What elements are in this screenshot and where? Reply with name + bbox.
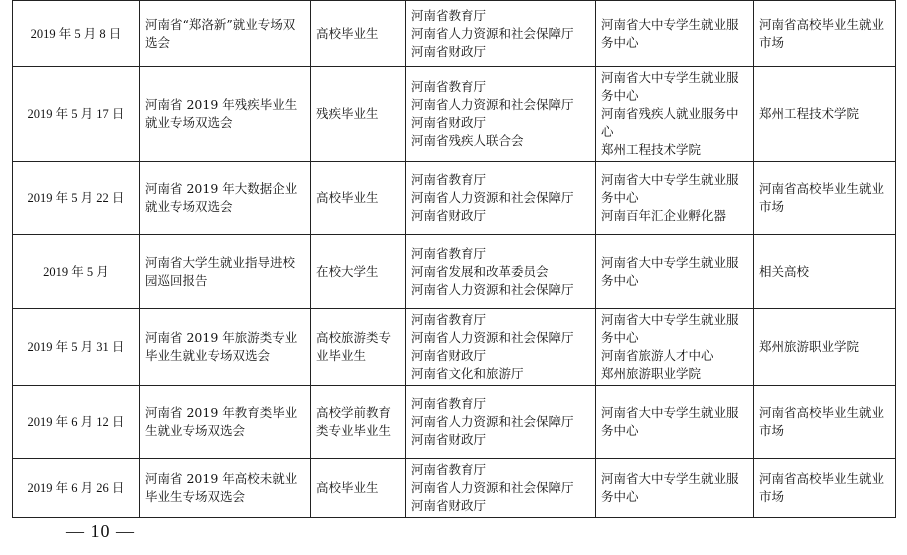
- venue-cell: 河南省高校毕业生就业市场: [754, 386, 896, 459]
- organizer: 河南省教育厅: [411, 79, 487, 94]
- organizers-cell: [406, 386, 596, 459]
- undertakers-cell: [596, 67, 754, 162]
- table-row: [13, 235, 896, 309]
- venue-cell: 河南省高校毕业生就业市场: [754, 1, 896, 67]
- venue-cell: 河南省高校毕业生就业市场: [754, 162, 896, 235]
- organizer: 河南省财政厅: [411, 432, 487, 447]
- organizer: 河南省教育厅: [411, 462, 487, 477]
- organizer: 河南省财政厅: [411, 43, 487, 59]
- table-row: [13, 1, 896, 67]
- date-cell: 2019 年 5 月 8 日: [13, 1, 140, 67]
- target-cell: 高校学前教育类专业毕业生: [311, 386, 406, 459]
- undertaker: 郑州旅游职业学院: [601, 366, 702, 381]
- table-row: [13, 309, 896, 386]
- target-cell: 高校毕业生: [311, 162, 406, 235]
- event-cell: 河南省 2019 年教育类毕业生就业专场双选会: [140, 386, 311, 459]
- target-cell: 高校毕业生: [311, 1, 406, 67]
- venue-cell: 河南省高校毕业生就业市场: [754, 459, 896, 518]
- target-cell: 在校大学生: [311, 235, 406, 309]
- organizer: 河南省人力资源和社会保障厅: [411, 480, 574, 495]
- event-cell: 河南省 2019 年大数据企业就业专场双选会: [140, 162, 311, 235]
- date-cell: 2019 年 5 月 31 日: [13, 309, 140, 386]
- event-cell: 河南省 2019 年高校未就业毕业生专场双选会: [140, 459, 311, 518]
- undertaker-cell: 河南省大中专学生就业服务中心: [596, 1, 754, 67]
- date-cell: 2019 年 6 月 12 日: [13, 386, 140, 459]
- organizers-cell: [406, 162, 596, 235]
- undertaker-cell: 河南省大中专学生就业服务中心: [596, 459, 754, 518]
- organizer: 河南省教育厅: [411, 245, 487, 261]
- organizer: 河南省教育厅: [411, 7, 487, 23]
- undertaker: 河南省残疾人就业服务中心: [601, 106, 739, 139]
- event-cell: 河南省 2019 年残疾毕业生就业专场双选会: [140, 67, 311, 162]
- event-cell: 河南省“郑洛新”就业专场双选会: [140, 1, 311, 67]
- organizers-cell: [406, 67, 596, 162]
- table-row: [13, 459, 896, 518]
- organizer: 河南省财政厅: [411, 348, 487, 363]
- undertaker-cell: 河南省大中专学生就业服务中心: [596, 386, 754, 459]
- organizers-cell: [406, 309, 596, 386]
- venue-cell: 相关高校: [754, 235, 896, 309]
- organizer: 河南省发展和改革委员会: [411, 263, 549, 279]
- table-row: [13, 162, 896, 235]
- organizer: 河南省残疾人联合会: [411, 133, 524, 148]
- organizers-cell: [406, 1, 596, 67]
- organizer: 河南省人力资源和社会保障厅: [411, 97, 574, 112]
- undertaker: 郑州工程技术学院: [601, 142, 702, 157]
- organizer: 河南省人力资源和社会保障厅: [411, 25, 574, 41]
- organizer: 河南省文化和旅游厅: [411, 366, 524, 381]
- organizer: 河南省财政厅: [411, 208, 487, 223]
- organizer: 河南省教育厅: [411, 396, 487, 411]
- undertaker: 河南省大中专学生就业服务中心: [601, 172, 739, 205]
- date-cell: 2019 年 5 月: [13, 235, 140, 309]
- target-cell: 高校毕业生: [311, 459, 406, 518]
- job-fair-schedule-table: [12, 0, 896, 518]
- date-cell: 2019 年 5 月 17 日: [13, 67, 140, 162]
- page-number: — 10 —: [66, 521, 135, 541]
- organizer: 河南省财政厅: [411, 115, 487, 130]
- date-cell: 2019 年 5 月 22 日: [13, 162, 140, 235]
- organizer: 河南省人力资源和社会保障厅: [411, 414, 574, 429]
- organizer: 河南省财政厅: [411, 498, 487, 513]
- event-cell: 河南省大学生就业指导进校园巡回报告: [140, 235, 311, 309]
- undertaker: 河南省大中专学生就业服务中心: [601, 70, 739, 103]
- target-cell: 残疾毕业生: [311, 67, 406, 162]
- target-cell: 高校旅游类专业毕业生: [311, 309, 406, 386]
- venue-cell: 郑州旅游职业学院: [754, 309, 896, 386]
- organizers-cell: [406, 235, 596, 309]
- table-row: [13, 386, 896, 459]
- organizer: 河南省人力资源和社会保障厅: [411, 330, 574, 345]
- date-cell: 2019 年 6 月 26 日: [13, 459, 140, 518]
- undertaker: 河南省大中专学生就业服务中心: [601, 312, 739, 345]
- event-cell: 河南省 2019 年旅游类专业毕业生就业专场双选会: [140, 309, 311, 386]
- organizers-cell: [406, 459, 596, 518]
- undertakers-cell: [596, 309, 754, 386]
- undertaker: 河南省旅游人才中心: [601, 348, 714, 363]
- venue-cell: 郑州工程技术学院: [754, 67, 896, 162]
- undertakers-cell: [596, 162, 754, 235]
- organizer: 河南省教育厅: [411, 172, 487, 187]
- organizer: 河南省教育厅: [411, 312, 487, 327]
- organizer: 河南省人力资源和社会保障厅: [411, 281, 574, 297]
- table-row: [13, 67, 896, 162]
- organizer: 河南省人力资源和社会保障厅: [411, 190, 574, 205]
- undertaker: 河南百年汇企业孵化器: [601, 208, 727, 223]
- undertaker-cell: 河南省大中专学生就业服务中心: [596, 235, 754, 309]
